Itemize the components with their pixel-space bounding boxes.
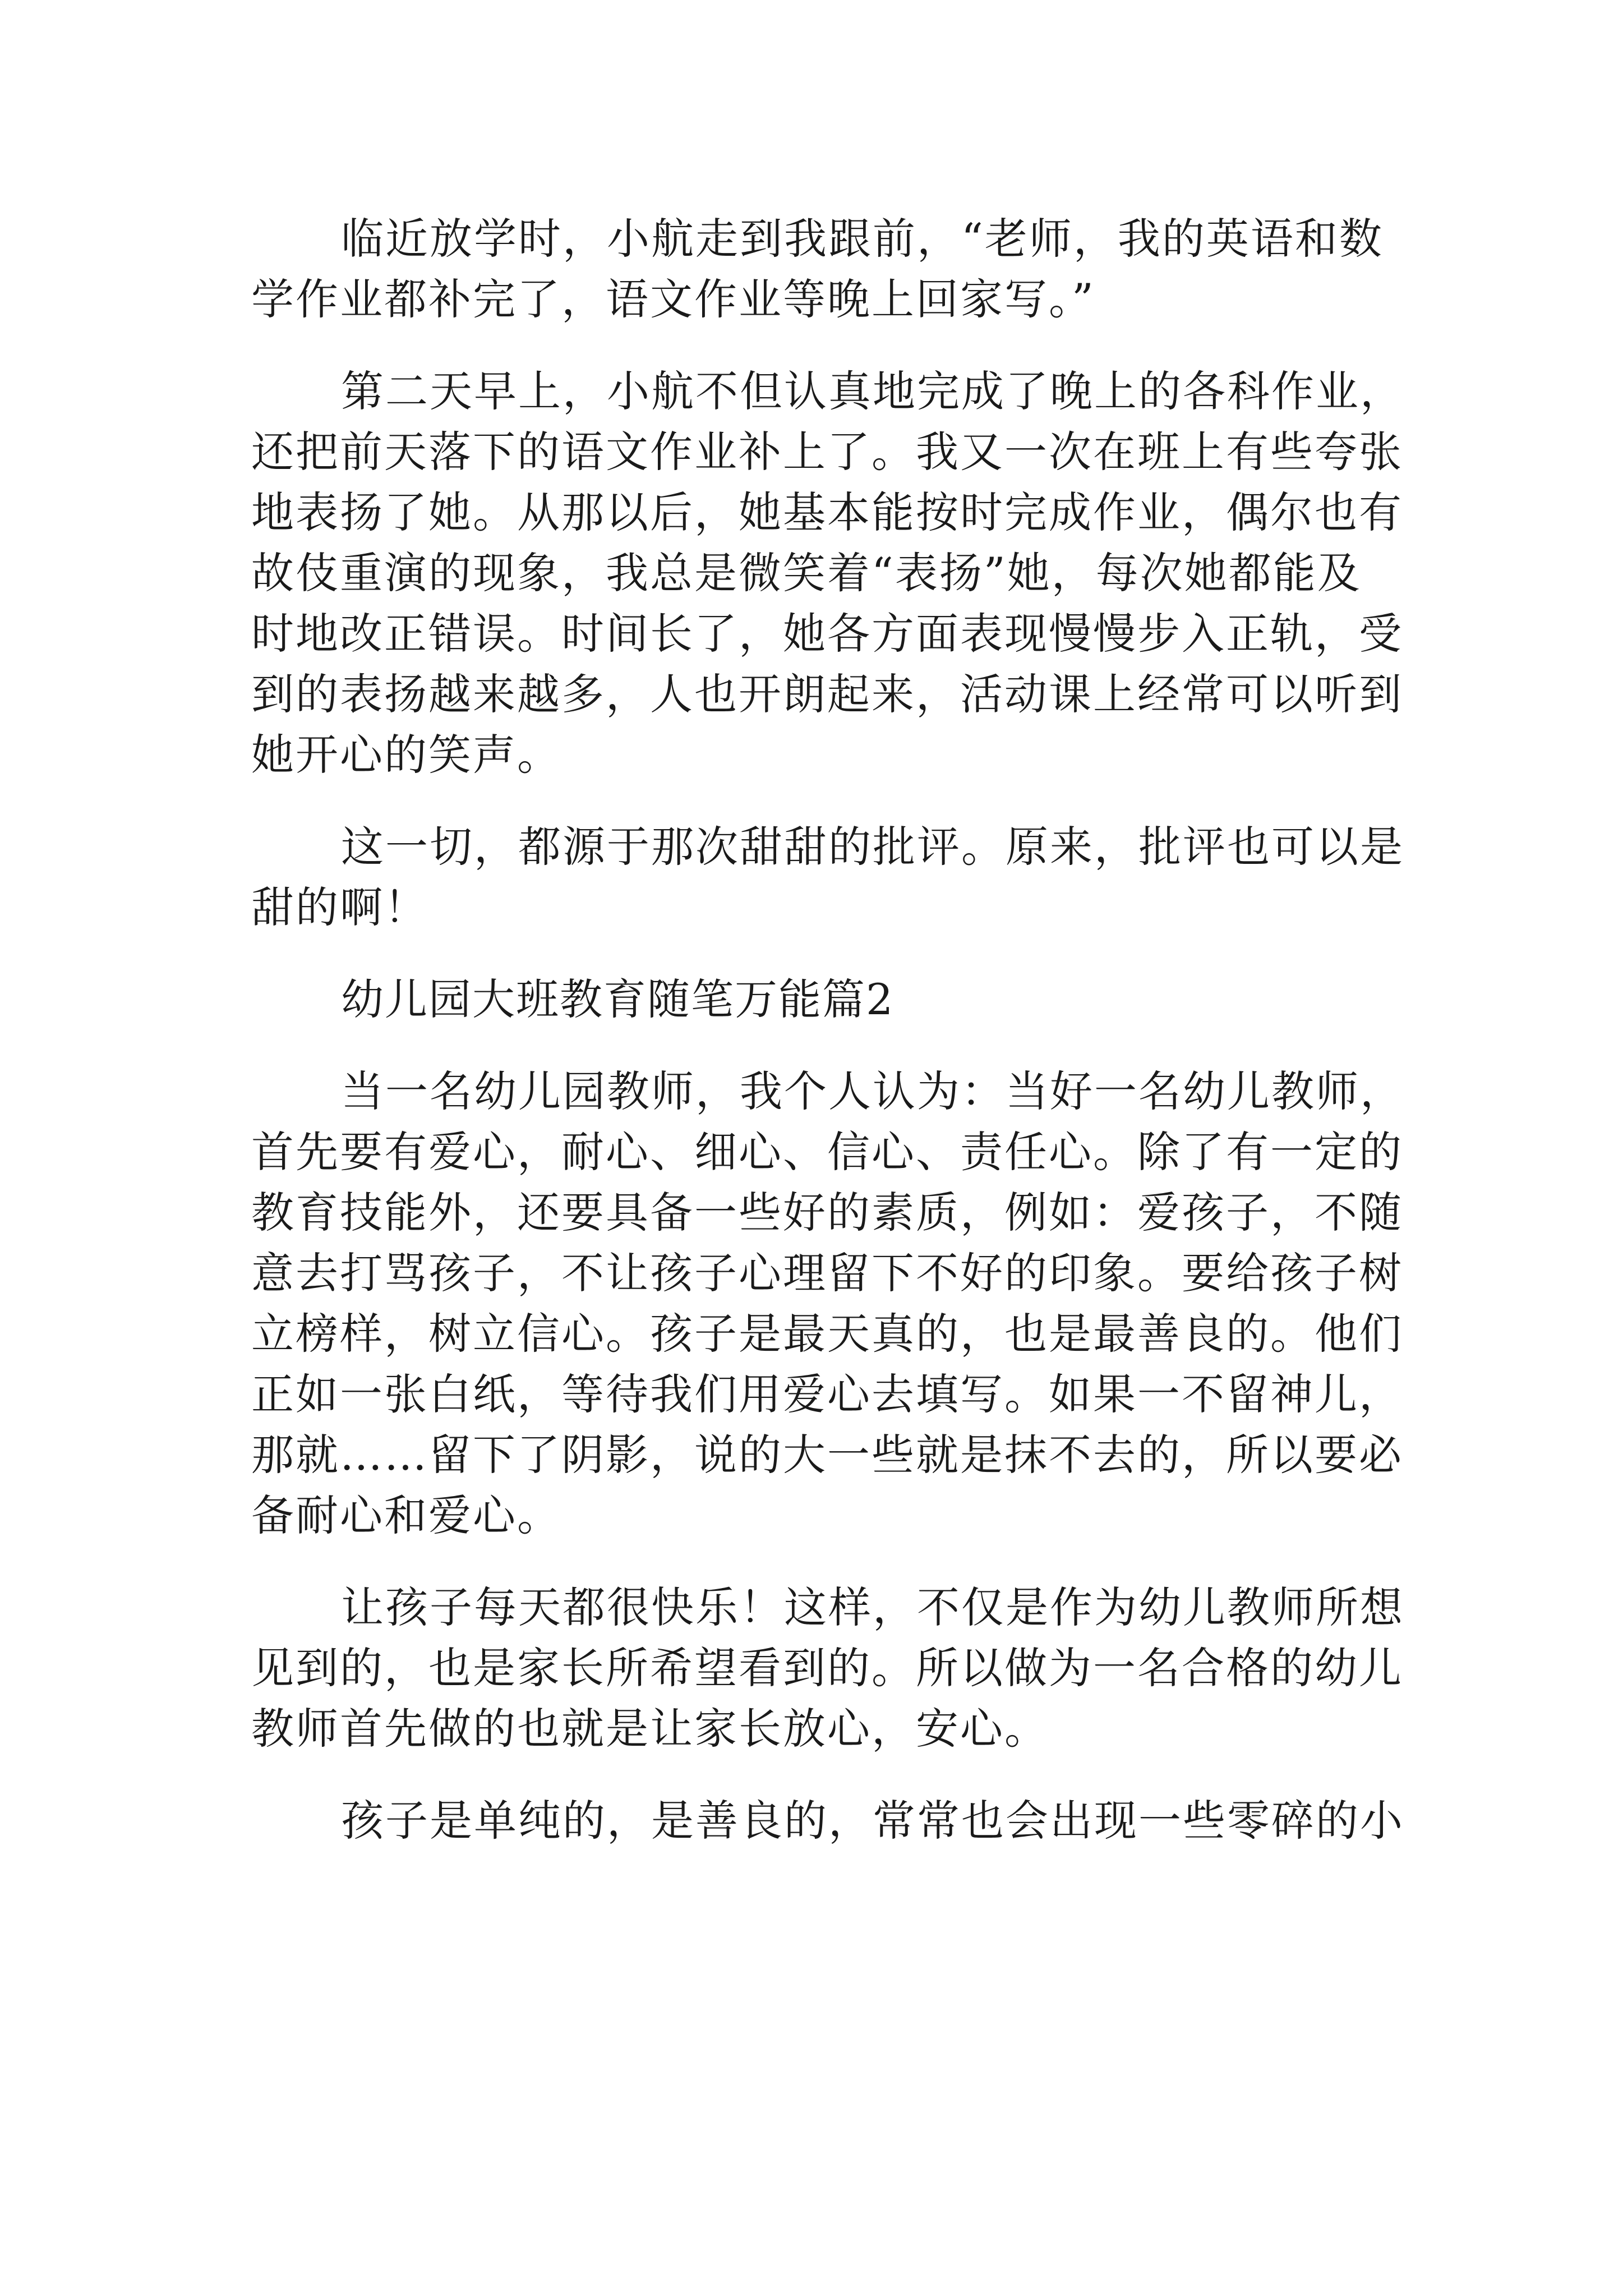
text-line: 时地改正错误。时间长了，她各方面表现慢慢步入正轨，受 — [251, 609, 1403, 659]
text-line: 到的表扬越来越多，人也开朗起来，活动课上经常可以听到 — [251, 669, 1403, 719]
section-heading — [251, 969, 1384, 1030]
text-line: 教师首先做的也就是让家长放心，安心。 — [251, 1704, 1049, 1754]
paragraph — [251, 1061, 1404, 1546]
paragraph — [251, 361, 1404, 785]
text-line: 故伎重演的现象，我总是微笑着“表扬”她，每次她都能及 — [251, 548, 1362, 598]
text-line: 首先要有爱心，耐心、细心、信心、责任心。除了有一定的 — [251, 1127, 1403, 1177]
text-line: 这一切，都源于那次甜甜的批评。原来，批评也可以是 — [341, 822, 1404, 872]
text-line: 学作业都补完了，语文作业等晚上回家写。” — [251, 274, 1095, 324]
document-page — [251, 209, 1404, 1851]
text-line: 备耐心和爱心。 — [251, 1490, 561, 1540]
text-line: 意去打骂孩子，不让孩子心理留下不好的印象。要给孩子树 — [251, 1248, 1403, 1298]
paragraph — [251, 817, 1404, 938]
text-line: 孩子是单纯的，是善良的，常常也会出现一些零碎的小 — [341, 1796, 1404, 1846]
text-line: 正如一张白纸，等待我们用爱心去填写。如果一不留神儿， — [251, 1369, 1403, 1419]
text-line: 让孩子每天都很快乐！这样，不仅是作为幼儿教师所想 — [341, 1582, 1404, 1632]
text-line: 地表扬了她。从那以后，她基本能按时完成作业，偶尔也有 — [251, 487, 1403, 537]
paragraph — [251, 209, 1384, 330]
text-line: 临近放学时，小航走到我跟前，“老师，我的英语和数 — [341, 214, 1384, 264]
paragraph — [251, 1791, 1404, 1851]
text-line: 第二天早上，小航不但认真地完成了晚上的各科作业， — [341, 366, 1404, 416]
text-line: 当一名幼儿园教师，我个人认为：当好一名幼儿教师， — [341, 1066, 1404, 1116]
text-line: 她开心的笑声。 — [251, 730, 561, 780]
text-line: 见到的，也是家长所希望看到的。所以做为一名合格的幼儿 — [251, 1643, 1403, 1693]
paragraph — [251, 1577, 1404, 1759]
section-title: 幼儿园大班教育随笔万能篇2 — [341, 974, 895, 1024]
text-line: 立榜样，树立信心。孩子是最天真的，也是最善良的。他们 — [251, 1309, 1403, 1359]
text-line: 教育技能外，还要具备一些好的素质，例如：爱孩子，不随 — [251, 1188, 1403, 1237]
text-line: 还把前天落下的语文作业补上了。我又一次在班上有些夸张 — [251, 427, 1403, 477]
text-line: 那就……留下了阴影，说的大一些就是抹不去的，所以要必 — [251, 1430, 1403, 1480]
text-line: 甜的啊！ — [251, 882, 428, 932]
